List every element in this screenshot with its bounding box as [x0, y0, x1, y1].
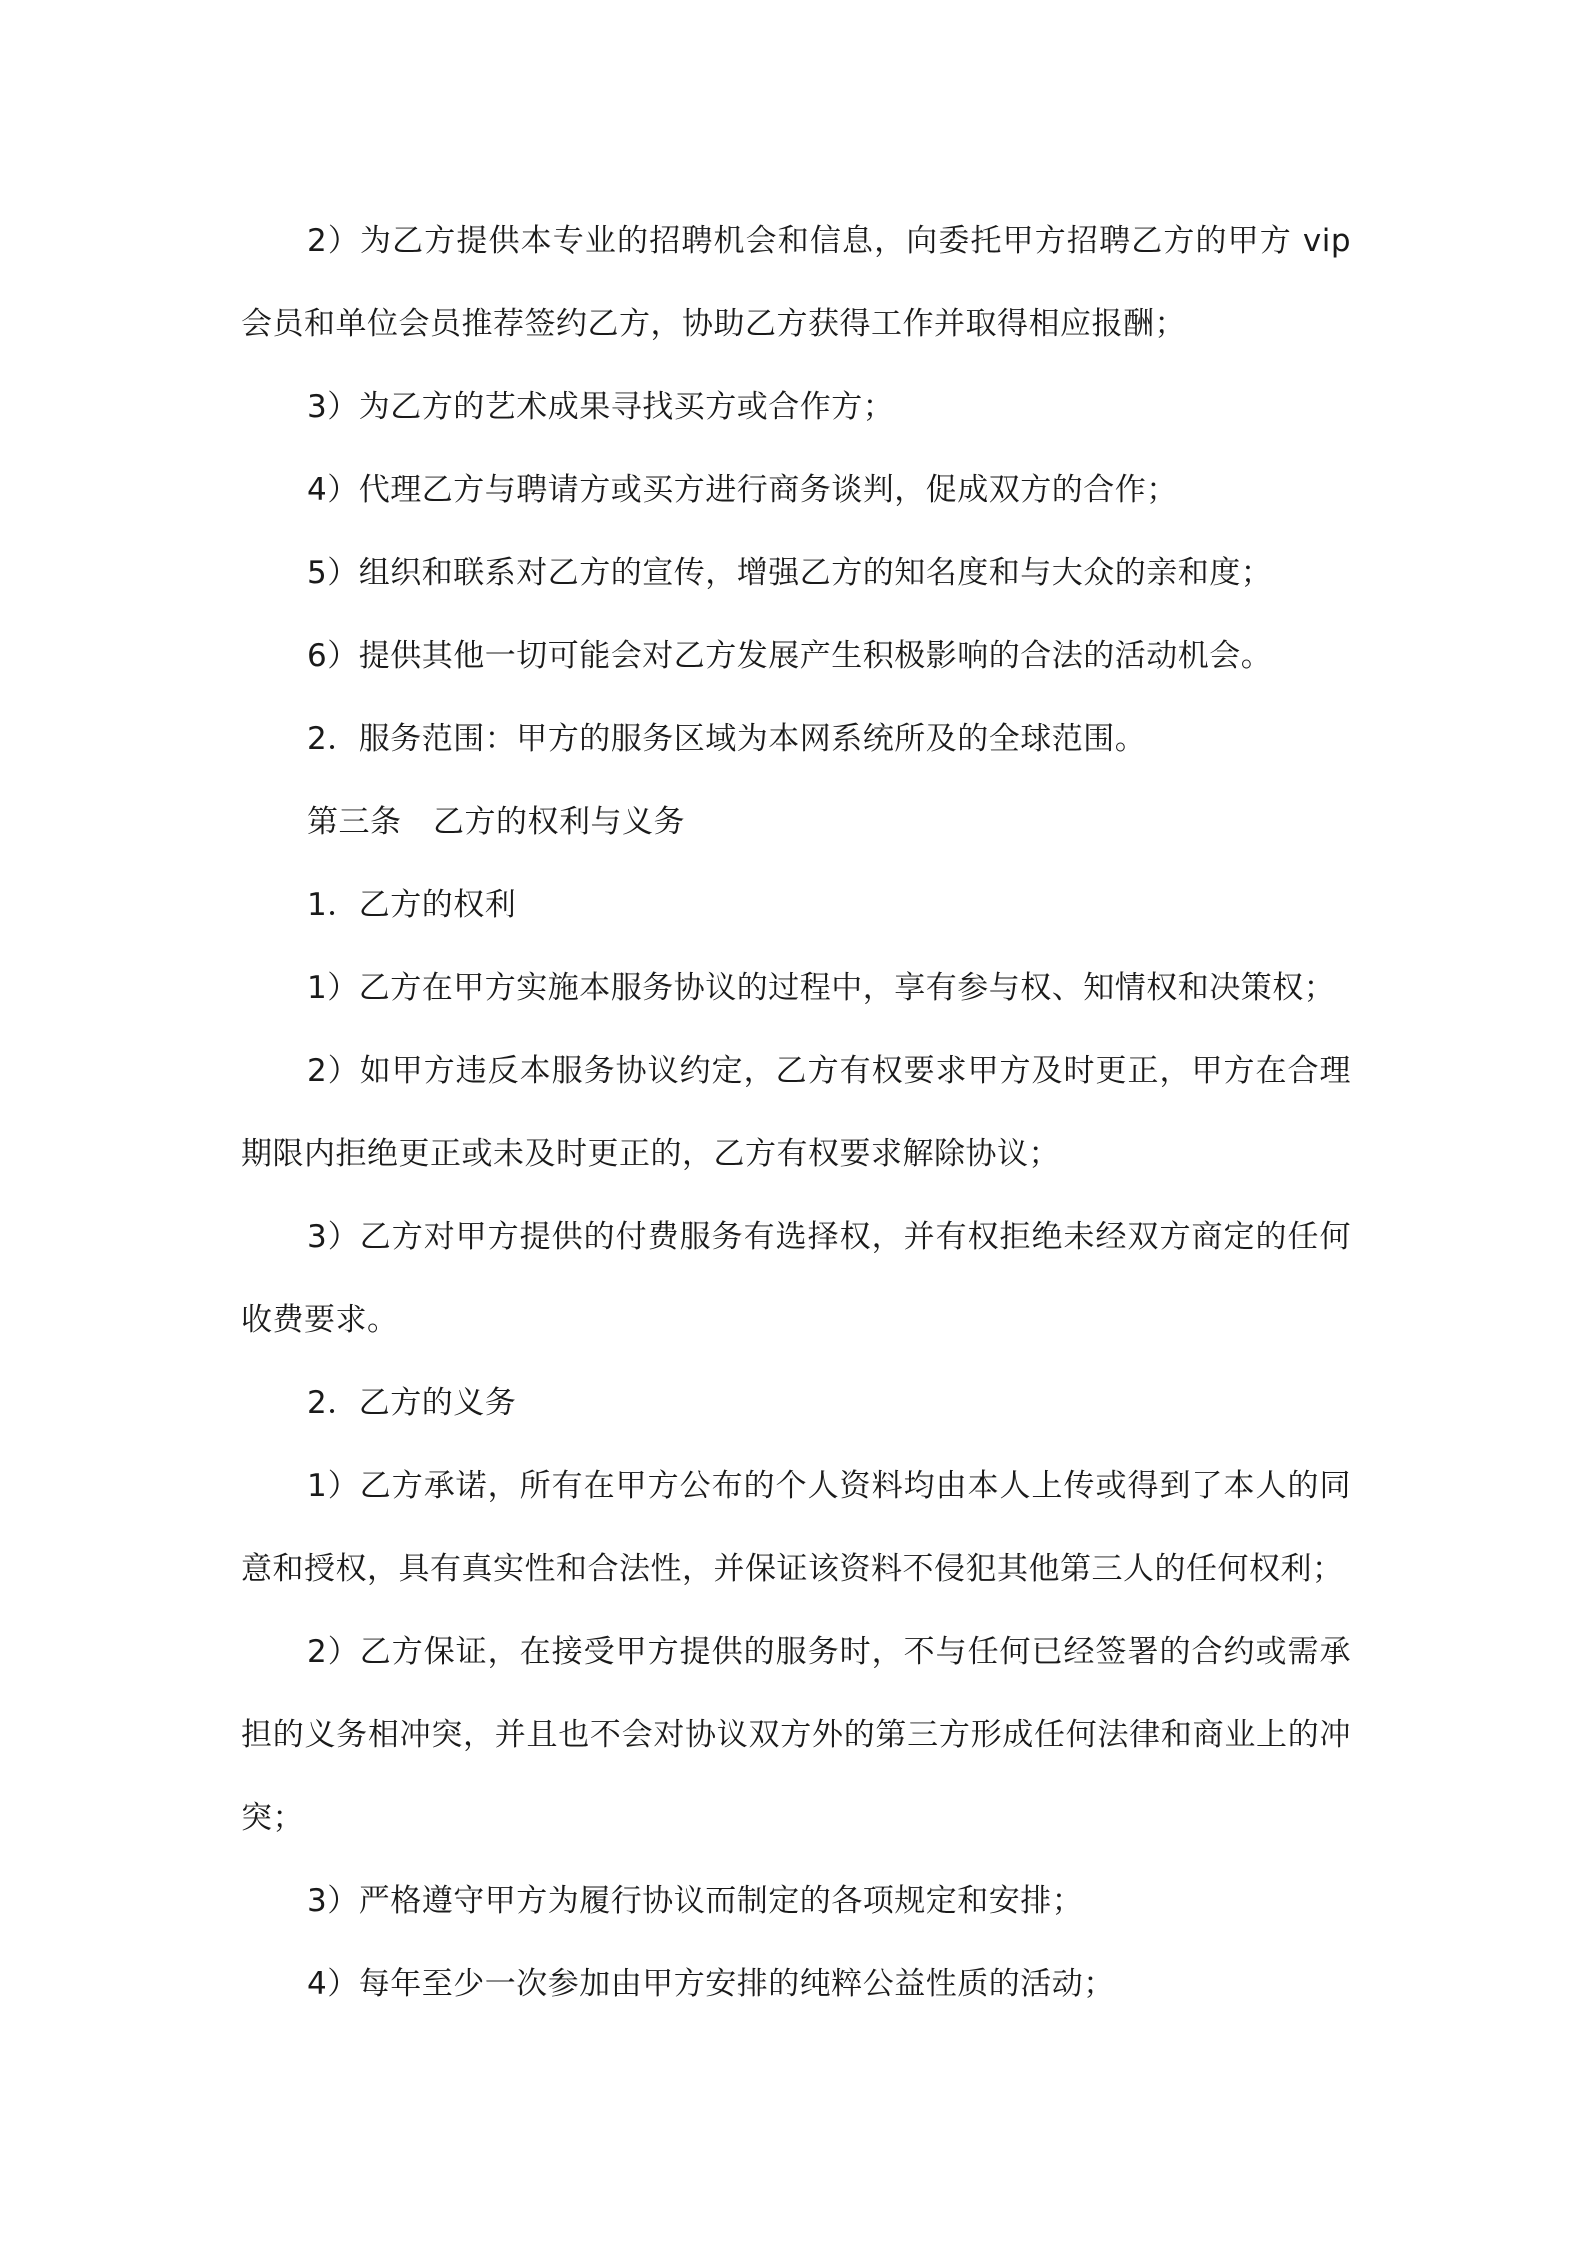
paragraph-right-choice: 3）乙方对甲方提供的付费服务有选择权，并有权拒绝未经双方商定的任何收费要求。: [241, 1219, 1351, 1338]
paragraph-obligation-charity: 4）每年至少一次参加由甲方安排的纯粹公益性质的活动；: [307, 1966, 1115, 2002]
paragraph-obligation-no-conflict: 2）乙方保证，在接受甲方提供的服务时，不与任何已经签署的合约或需承担的义务相冲突，并且也不会对协议双方外的第三方形成任何法律和商业上的冲突；: [241, 1634, 1351, 1836]
paragraph-obligation-authenticity: 1）乙方承诺，所有在甲方公布的个人资料均由本人上传或得到了本人的同意和授权，具有真实性和合法性，并保证该资料不侵犯其他第三人的任何权利；: [241, 1468, 1351, 1587]
paragraph-service-negotiation: 4）代理乙方与聘请方或买方进行商务谈判，促成双方的合作；: [307, 472, 1178, 508]
paragraph-service-buyers: 3）为乙方的艺术成果寻找买方或合作方；: [307, 389, 895, 425]
paragraph-service-recruitment: 2）为乙方提供本专业的招聘机会和信息，向委托甲方招聘乙方的甲方 vip 会员和单位会员推荐签约乙方，协助乙方获得工作并取得相应报酬；: [241, 223, 1351, 342]
paragraph-obligation-compliance: 3）严格遵守甲方为履行协议而制定的各项规定和安排；: [307, 1883, 1084, 1919]
document-body: [241, 200, 1351, 2026]
subheading-party-b-obligations: 2．乙方的义务: [307, 1385, 517, 1421]
paragraph-right-participation: 1）乙方在甲方实施本服务协议的过程中，享有参与权、知情权和决策权；: [307, 970, 1336, 1006]
paragraph-right-correction: 2）如甲方违反本服务协议约定，乙方有权要求甲方及时更正，甲方在合理期限内拒绝更正或未及时更正的，乙方有权要求解除协议；: [241, 1053, 1351, 1172]
paragraph-service-publicity: 5）组织和联系对乙方的宣传，增强乙方的知名度和与大众的亲和度；: [307, 555, 1273, 591]
subheading-party-b-rights: 1．乙方的权利: [307, 887, 517, 923]
section-heading-article-3: 第三条 乙方的权利与义务: [307, 804, 685, 840]
paragraph-service-scope: 2．服务范围：甲方的服务区域为本网系统所及的全球范围。: [307, 721, 1147, 757]
paragraph-service-other: 6）提供其他一切可能会对乙方发展产生积极影响的合法的活动机会。: [307, 638, 1273, 674]
